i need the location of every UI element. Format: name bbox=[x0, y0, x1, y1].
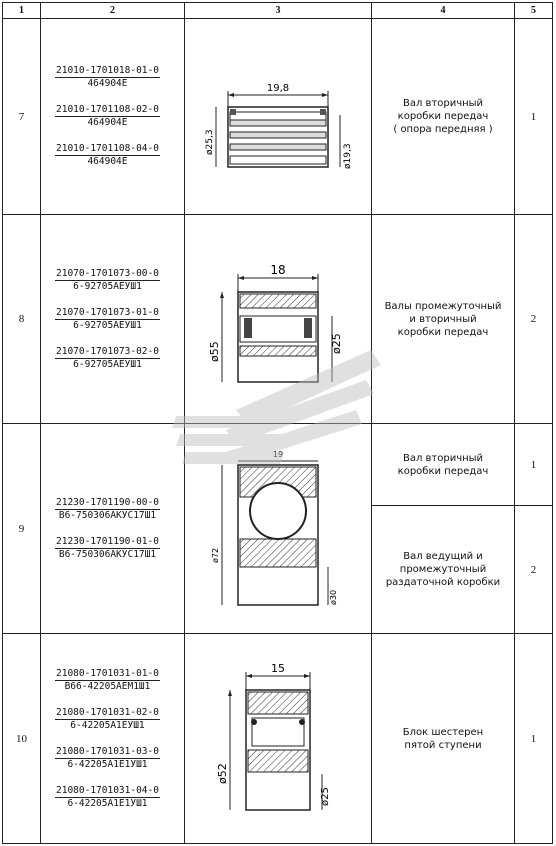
part-number: 21230-1701190-00-0 bbox=[56, 496, 159, 508]
part-number: 21010-1701108-04-0 bbox=[56, 143, 159, 154]
row-number: 8 bbox=[3, 215, 41, 424]
description-line: коробки передач bbox=[397, 465, 489, 477]
part-number: 21230-1701190-01-0 bbox=[56, 535, 159, 547]
bearing-assembly-drawing bbox=[188, 656, 368, 821]
quantity-cell: 2 bbox=[515, 215, 553, 424]
outer-diameter-dimension: ø25,3 bbox=[205, 128, 215, 155]
bearing-code: 464904E bbox=[87, 117, 128, 128]
inner-diameter-dimension: ø25 bbox=[320, 787, 331, 806]
description-line: и вторичный bbox=[409, 313, 477, 325]
inner-diameter-dimension: ø19,3 bbox=[343, 142, 353, 169]
part-number-pair bbox=[55, 497, 160, 522]
bearing-code: В6-750306АКУС17Ш1 bbox=[58, 509, 157, 521]
bearing-code: 6-42205А1ЕУШ1 bbox=[70, 719, 145, 731]
quantity-cell: 1 bbox=[515, 424, 553, 506]
table-row bbox=[3, 424, 553, 506]
quantity-cell: 1 bbox=[515, 634, 553, 844]
description-line: ( опора передняя ) bbox=[393, 124, 493, 135]
description-cell bbox=[372, 19, 515, 215]
part-number-pair bbox=[55, 746, 160, 771]
drawing-cell bbox=[185, 634, 372, 844]
description-line: коробки передач bbox=[397, 111, 489, 122]
row-number: 7 bbox=[3, 19, 41, 215]
part-number-pair bbox=[55, 346, 160, 371]
drawing-cell bbox=[185, 19, 372, 215]
needle-bearing-drawing bbox=[188, 57, 368, 177]
row-number: 9 bbox=[3, 424, 41, 634]
bearing-code: В6-750306АКУС17Ш1 bbox=[58, 548, 157, 560]
row-number: 10 bbox=[3, 634, 41, 844]
part-numbers-cell bbox=[41, 634, 185, 844]
part-number-pair bbox=[55, 707, 160, 732]
header-col-2: 2 bbox=[41, 3, 185, 19]
width-dimension: 15 bbox=[271, 662, 285, 675]
quantity-cell: 1 bbox=[515, 19, 553, 215]
bearing-code: 464904E bbox=[87, 156, 128, 167]
drawing-cell bbox=[185, 215, 372, 424]
description-line: коробки передач bbox=[397, 326, 489, 338]
outer-diameter-dimension: ø72 bbox=[211, 547, 220, 563]
table-row bbox=[3, 634, 553, 844]
part-number-pair bbox=[55, 668, 160, 693]
header-col-1: 1 bbox=[3, 3, 41, 19]
description-cell bbox=[372, 634, 515, 844]
roller-bearing-drawing bbox=[188, 244, 368, 394]
quantity-cell: 2 bbox=[515, 506, 553, 634]
description-line: промежуточный bbox=[399, 564, 487, 575]
part-number: 21080-1701031-04-0 bbox=[56, 784, 159, 796]
inner-diameter-dimension: ø30 bbox=[329, 589, 338, 605]
bearing-code: В66-42205АЕМ1Ш1 bbox=[64, 680, 151, 692]
part-numbers-cell bbox=[41, 19, 185, 215]
outer-diameter-dimension: ø52 bbox=[216, 763, 229, 784]
description-cell bbox=[372, 215, 515, 424]
bearing-code: 6-92705АЕУШ1 bbox=[73, 319, 142, 331]
description-line: Валы промежуточный bbox=[384, 300, 502, 312]
drawing-cell bbox=[185, 424, 372, 634]
ball-bearing-drawing bbox=[188, 439, 368, 619]
part-number-pair bbox=[55, 785, 160, 810]
description-line: пятой ступени bbox=[404, 739, 482, 751]
part-number: 21080-1701031-03-0 bbox=[56, 745, 159, 757]
width-dimension: 19 bbox=[272, 449, 284, 459]
description-line: раздаточной коробки bbox=[385, 577, 501, 588]
header-row bbox=[3, 3, 553, 19]
part-number: 21070-1701073-01-0 bbox=[56, 306, 159, 318]
part-number: 21070-1701073-02-0 bbox=[56, 345, 159, 357]
bearing-code: 6-92705АЕУШ1 bbox=[73, 358, 142, 370]
description-line: Вал ведущий и bbox=[403, 551, 483, 562]
header-col-4: 4 bbox=[372, 3, 515, 19]
part-number: 21010-1701108-02-0 bbox=[56, 104, 159, 115]
header-col-5: 5 bbox=[515, 3, 553, 19]
inner-diameter-dimension: ø25 bbox=[330, 333, 343, 354]
part-number-pair bbox=[55, 104, 160, 129]
part-number-pair bbox=[55, 65, 160, 90]
part-numbers-cell bbox=[41, 424, 185, 634]
width-dimension: 19,8 bbox=[266, 82, 290, 94]
part-number: 21080-1701031-01-0 bbox=[56, 667, 159, 679]
part-number: 21070-1701073-00-0 bbox=[56, 267, 159, 279]
header-col-3: 3 bbox=[185, 3, 372, 19]
description-line: Вал вторичный bbox=[402, 452, 484, 464]
description-line: Блок шестерен bbox=[402, 726, 484, 738]
bearing-spec-table bbox=[2, 2, 553, 844]
description-cell bbox=[372, 424, 515, 506]
description-cell bbox=[372, 506, 515, 634]
bearing-code: 6-92705АЕУШ1 bbox=[73, 280, 142, 292]
width-dimension: 18 bbox=[270, 263, 286, 277]
part-number-pair bbox=[55, 536, 160, 561]
part-number-pair bbox=[55, 307, 160, 332]
part-number-pair bbox=[55, 268, 160, 293]
bearing-code: 464904E bbox=[87, 78, 128, 89]
part-number: 21010-1701018-01-0 bbox=[56, 65, 159, 76]
part-numbers-cell bbox=[41, 215, 185, 424]
outer-diameter-dimension: ø55 bbox=[208, 341, 221, 362]
bearing-code: 6-42205А1Е1УШ1 bbox=[67, 758, 148, 770]
part-number: 21080-1701031-02-0 bbox=[56, 706, 159, 718]
part-number-pair bbox=[55, 143, 160, 168]
table-row bbox=[3, 19, 553, 215]
bearing-code: 6-42205А1Е1УШ1 bbox=[67, 797, 148, 809]
description-line: Вал вторичный bbox=[402, 98, 484, 109]
table-row bbox=[3, 215, 553, 424]
